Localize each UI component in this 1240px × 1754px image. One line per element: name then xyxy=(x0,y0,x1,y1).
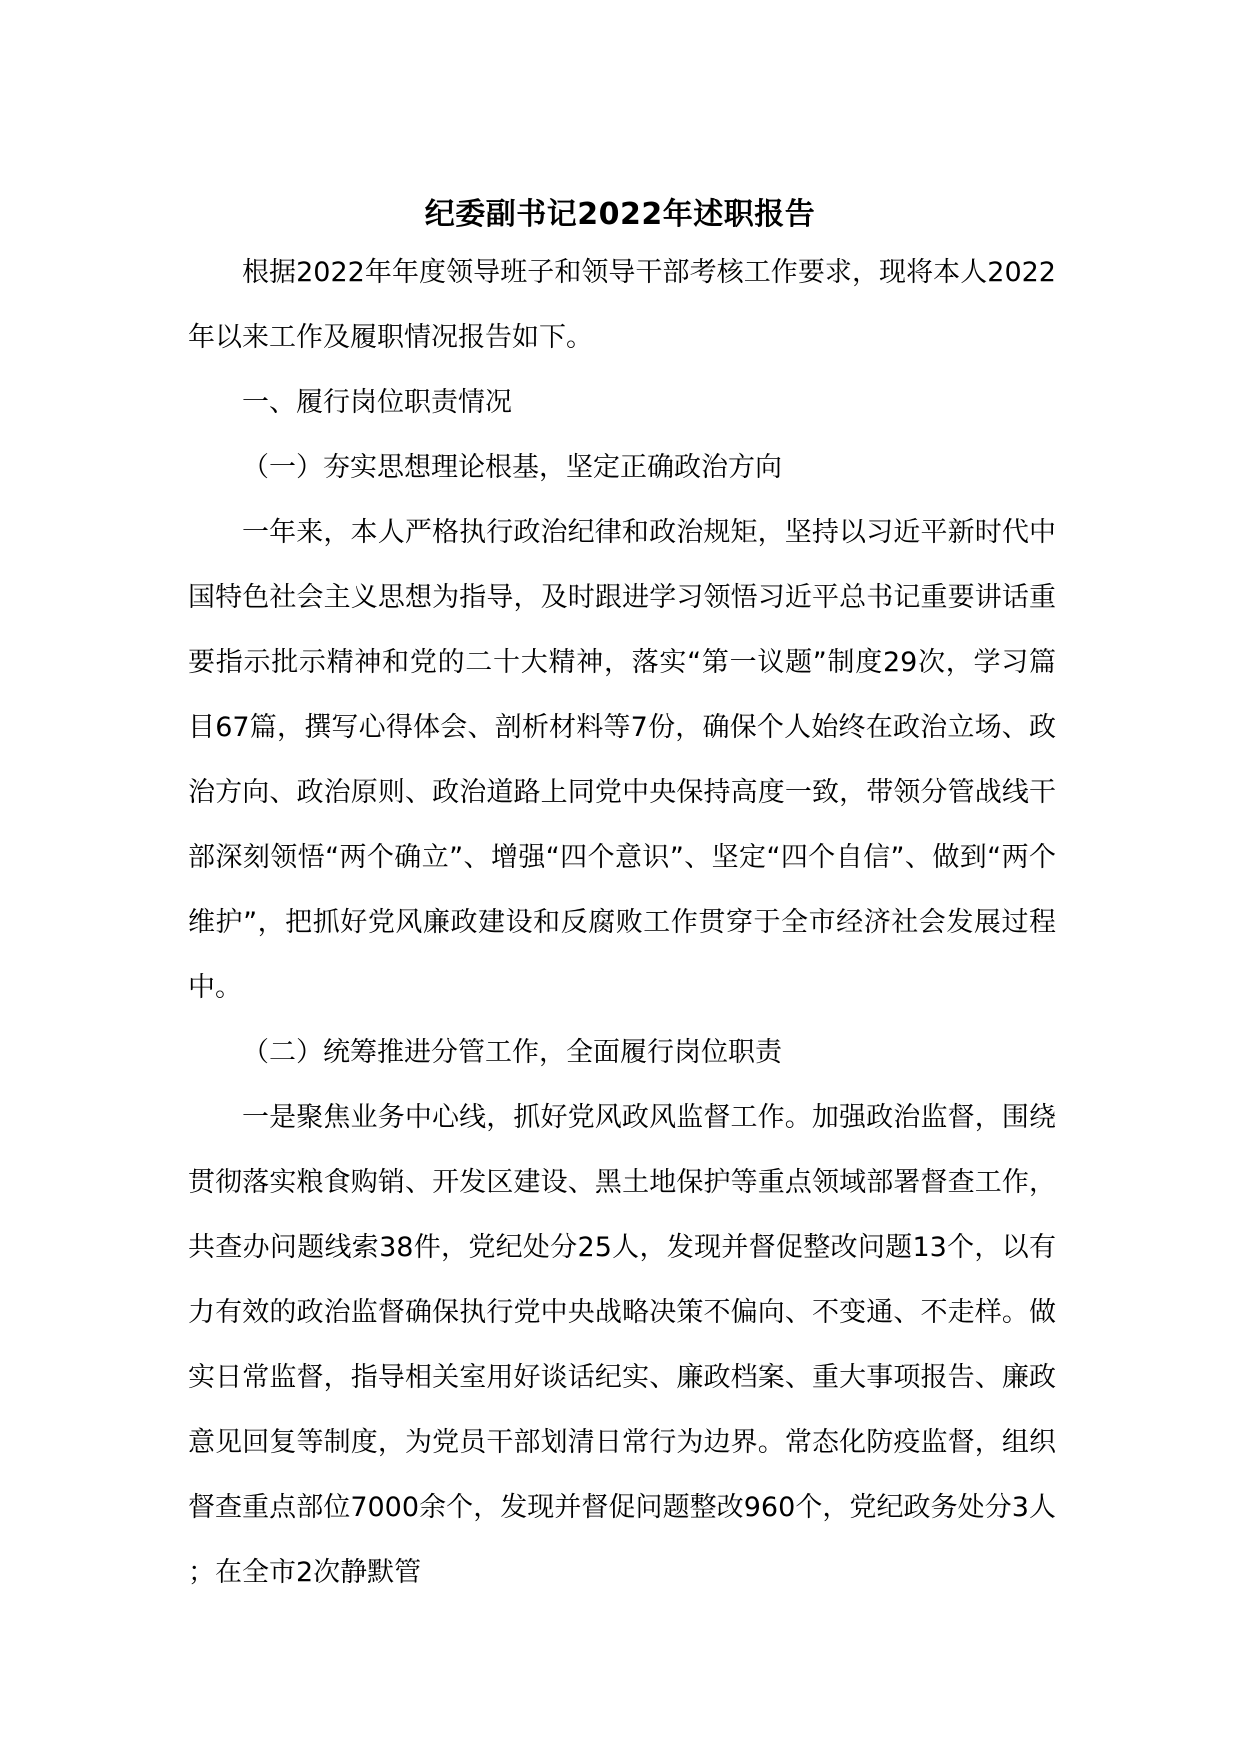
section-heading-1: 一、履行岗位职责情况 xyxy=(242,387,512,418)
paragraph-supervision-work: 一是聚焦业务中心线，抓好党风政风监督工作。加强政治监督，围绕贯彻落实粮食购销、开发区建设、黑土地保护等重点领域部署督查工作，共查办问题线索38件，党纪处分25人，发现并督促整改问题13个，以有力有效的政治监督确保执行党中央战略决策不偏向、不变通、不走样。做实日常监督，指导相关室用好谈话纪实、廉政档案、重大事项报告、廉政意见回复等制度，为党员干部划清日常行为边界。常态化防疫监督，组织督查重点部位7000余个，发现并督促问题整改960个，党纪政务处分3人；在全市2次静默管 xyxy=(188,1102,1056,1588)
paragraph-political-study: 一年来，本人严格执行政治纪律和政治规矩，坚持以习近平新时代中国特色社会主义思想为指导，及时跟进学习领悟习近平总书记重要讲话重要指示批示精神和党的二十大精神，落实“第一议题”制度29次，学习篇目67篇，撰写心得体会、剖析材料等7份，确保个人始终在政治立场、政治方向、政治原则、政治道路上同党中央保持高度一致，带领分管战线干部深刻领悟“两个确立”、增强“四个意识”、坚定“四个自信”、做到“两个维护”，把抓好党风廉政建设和反腐败工作贯穿于全市经济社会发展过程中。 xyxy=(188,517,1056,1003)
subsection-heading-2: （二）统筹推进分管工作，全面履行岗位职责 xyxy=(242,1037,782,1068)
paragraph-intro: 根据2022年年度领导班子和领导干部考核工作要求，现将本人2022年以来工作及履职情况报告如下。 xyxy=(188,257,1056,353)
document-body xyxy=(188,240,1056,1605)
subsection-heading-1: （一）夯实思想理论根基，坚定正确政治方向 xyxy=(242,452,782,483)
document-title: 纪委副书记2022年述职报告 xyxy=(424,197,816,233)
